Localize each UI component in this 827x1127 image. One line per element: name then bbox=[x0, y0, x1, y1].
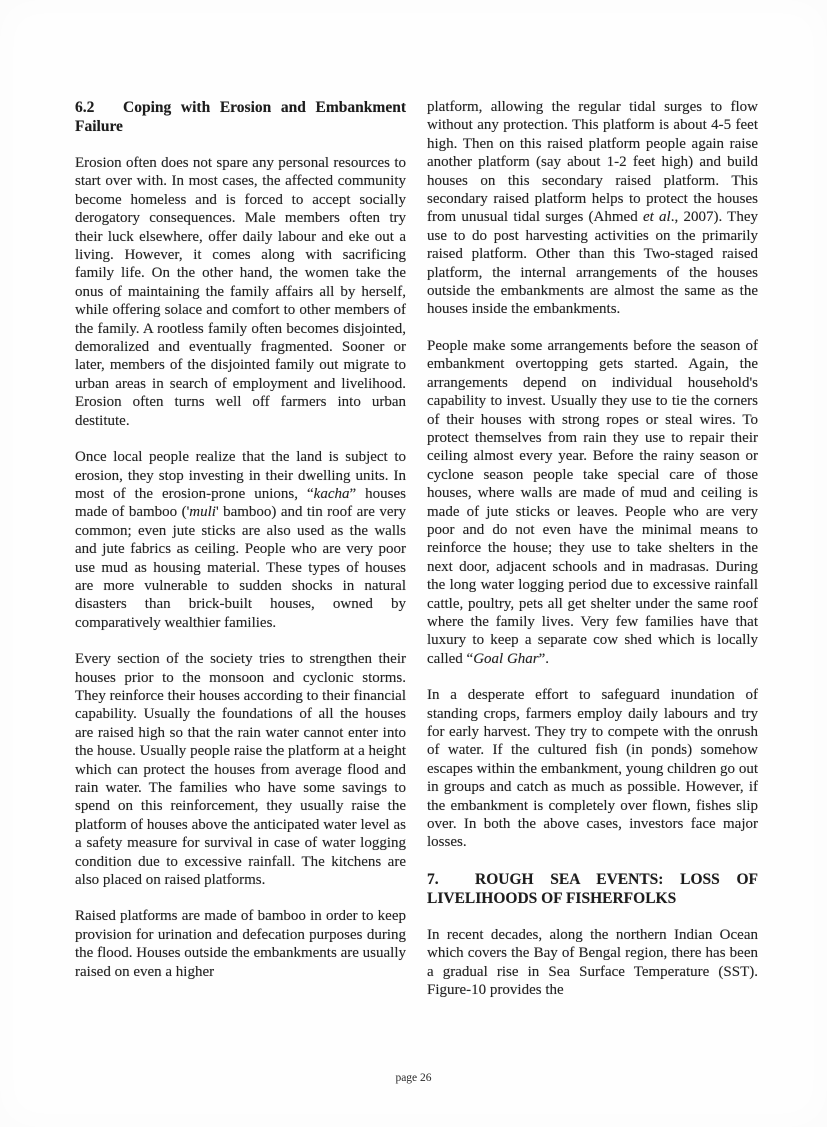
page-body bbox=[75, 98, 758, 1017]
section-heading-7 bbox=[427, 870, 758, 908]
paragraph: Erosion often does not spare any personal resources to start over with. In most cases, the affected community become homeless and is forced to accept socially derogatory consequences. Male members often try their luck elsewhere, offer daily labour and eke out a living. However, it comes along with sacrificing family life. On the other hand, the women take the onus of maintaining the family affairs all by herself, while offering solace and comfort to other members of the family. A rootless family often becomes disjointed, demoralized and eventually fragmented. Sooner or later, members of the disjointed family out migrate to urban areas in search of employment and livelihood. Erosion often turns well off farmers into urban destitute. bbox=[75, 155, 406, 429]
paragraph: Every section of the society tries to strengthen their houses prior to the monsoon and cyclonic storms. They reinforce their houses according to their financial capability. Usually the foundations of all the houses are raised high so that the rain water cannot enter into the house. Usually people raise the platform at a height which can protect the houses from average flood and rain water. The families who have some savings to spend on this reinforcement, they usually raise the platform of houses above the anticipated water level as a safety measure for survival in case of water logging condition due to excessive rainfall. The kitchens are also placed on raised platforms. bbox=[75, 651, 406, 889]
paragraph: platform, allowing the regular tidal surges to flow without any protection. This platform is about 4-5 feet high. Then on this raised platform people again raise another platform (say about 1-2 feet high) and build houses on this secondary raised platform. This secondary raised platform helps to protect the houses from unusual tidal surges (Ahmed et al., 2007). They use to do post harvesting activities on the primarily raised platform. Other than this Two-staged raised platform, the internal arrangements of the houses outside the embankments are almost the same as the houses inside the embankments. bbox=[427, 99, 758, 318]
paragraph: Raised platforms are made of bamboo in order to keep provision for urination and defecation purposes during the flood. Houses outside the embankments are usually raised on even a higher bbox=[75, 908, 406, 980]
section-number: 6.2 bbox=[75, 99, 95, 116]
paragraph: In recent decades, along the northern Indian Ocean which covers the Bay of Bengal region, there has been a gradual rise in Sea Surface Temperature (SST). Figure-10 provides the bbox=[427, 926, 758, 999]
paragraph: In a desperate effort to safeguard inundation of standing crops, farmers employ daily labours and try for early harvest. They try to compete with the onrush of water. If the cultured fish (in ponds) somehow escapes within the embankment, young children go out in groups and catch as much as possible. However, if the embankment is completely over flown, fishes slip over. In both the above cases, investors face major losses. bbox=[427, 687, 758, 851]
section-title: Coping with Erosion and Embankment Failure bbox=[75, 99, 406, 135]
paragraph: Once local people realize that the land is subject to erosion, they stop investing in their dwelling units. In most of the erosion-prone unions, “kacha” houses made of bamboo ('muli' bamboo) and tin roof are very common; even jute sticks are also used as the walls and jute fabrics as ceiling. People who are very poor use mud as housing material. These types of houses are more vulnerable to sudden shocks in natural disasters than brick-built houses, owned by comparatively wealthier families. bbox=[75, 449, 406, 631]
section-title: ROUGH SEA EVENTS: LOSS OF LIVELIHOODS OF FISHERFOLKS bbox=[427, 870, 758, 907]
page-number: page 26 bbox=[395, 1072, 432, 1084]
paragraph: People make some arrangements before the season of embankment overtopping gets started. Again, the arrangements depend on individual household's capability to invest. Usually they use to tie the corners of their houses with strong ropes or steal wires. To protect themselves from rain they use to repair their ceiling almost every year. Before the rainy season or cyclone season people take special care of those houses, where walls are made of mud and ceiling is made of jute sticks or leaves. People who are very poor and do not even have the minimal means to reinforce the house; they use to take shelters in the next door, adjacent schools and in madrasas. During the long water logging period due to excessive rainfall cattle, poultry, pets all get shelter under the same roof where the family lives. Very few families have that luxury to keep a separate cow shed which is locally called “Goal Ghar”. bbox=[427, 337, 758, 667]
right-column bbox=[427, 98, 758, 1017]
section-number: 7. bbox=[427, 870, 439, 888]
page-footer bbox=[0, 1072, 827, 1084]
section-heading-6-2 bbox=[75, 98, 406, 136]
left-column bbox=[75, 98, 406, 1017]
